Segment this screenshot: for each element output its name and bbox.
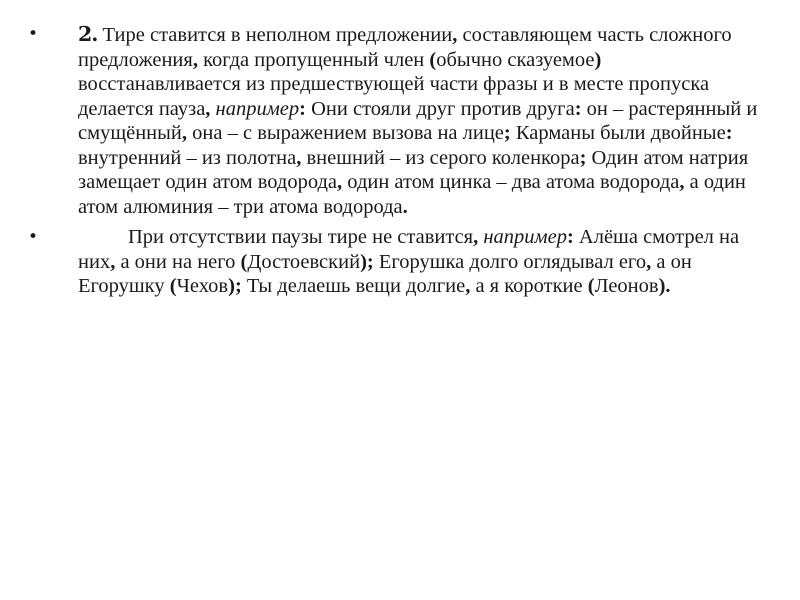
text-segment: 2. xyxy=(78,22,98,46)
text-segment: Леонов xyxy=(594,275,659,297)
text-segment: Алёша смотрел на них xyxy=(78,226,740,273)
text-segment: а один атом алюминия – три атома водорода xyxy=(78,171,746,218)
text-segment: , xyxy=(646,250,652,273)
text-segment: Тире ставится в неполном предложении xyxy=(97,24,453,46)
text-segment: а он Егорушку xyxy=(78,250,692,297)
text-segment: Достоевский xyxy=(247,250,361,273)
text-segment: Егорушка долго оглядывал его xyxy=(373,250,647,273)
text-segment: , xyxy=(192,48,198,71)
bullet-icon: • xyxy=(28,24,39,44)
text-segment: а они на него xyxy=(115,250,241,273)
text-segment: он – растерянный и смущённый xyxy=(78,97,758,144)
text-segment: : xyxy=(299,97,306,120)
text-segment: Чехов xyxy=(176,275,229,297)
text-segment: , xyxy=(465,275,471,297)
text-segment: например xyxy=(215,97,300,120)
text-segment: Ты делаешь вещи долгие xyxy=(241,275,466,297)
text-segment: , xyxy=(473,226,479,248)
text-segment: , xyxy=(679,171,685,193)
text-segment: внешний – из серого коленкора xyxy=(301,146,580,169)
text-segment: ( xyxy=(240,250,248,273)
text-segment: когда пропущенный член xyxy=(197,48,430,71)
text-segment: Они стояли друг против друга xyxy=(305,97,575,120)
text-segment: один атом цинка – два атома водорода xyxy=(342,171,680,193)
text-segment: , xyxy=(296,146,302,169)
text-segment: а я короткие xyxy=(470,275,588,297)
text-segment: . xyxy=(402,195,408,218)
text-segment: ; xyxy=(503,122,511,144)
text-segment: восстанавливается из предшествующей части фразы и в месте пропуска делается пауза xyxy=(78,73,710,120)
text-segment: ); xyxy=(360,250,374,273)
text-segment: , xyxy=(205,97,211,120)
text-segment: , xyxy=(110,250,116,273)
bullet-item-incomplete-sentence xyxy=(0,22,800,219)
text-segment: Один атом натрия замещает один атом водорода xyxy=(78,146,749,193)
text-segment: обычно сказуемое xyxy=(436,48,595,71)
text-segment: ( xyxy=(169,275,177,297)
text-segment: составляющем часть сложного предложения xyxy=(78,24,732,71)
bullet-text xyxy=(78,24,757,218)
text-segment: ); xyxy=(228,275,242,297)
text-segment: ( xyxy=(429,48,437,71)
bullet-list xyxy=(0,22,800,299)
text-segment: , xyxy=(181,122,188,144)
text-segment: Карманы были двойные xyxy=(510,122,726,144)
text-segment: например xyxy=(483,226,567,248)
bullet-icon: • xyxy=(28,227,39,247)
bullet-item-no-pause xyxy=(0,225,800,299)
text-segment: , xyxy=(452,24,458,46)
text-segment: : xyxy=(574,97,582,120)
text-segment: При отсутствии паузы тире не ставится xyxy=(128,226,474,248)
text-segment: ) xyxy=(594,48,602,71)
text-segment: она – с выражением вызова на лице xyxy=(187,122,504,144)
text-segment: ). xyxy=(658,275,671,297)
text-segment: ; xyxy=(579,146,587,169)
text-segment: : xyxy=(566,226,574,248)
text-segment: внутренний – из полотна xyxy=(78,146,297,169)
text-segment: , xyxy=(337,171,343,193)
text-segment: ( xyxy=(587,275,595,297)
text-segment: : xyxy=(725,122,733,144)
bullet-text xyxy=(78,226,739,297)
